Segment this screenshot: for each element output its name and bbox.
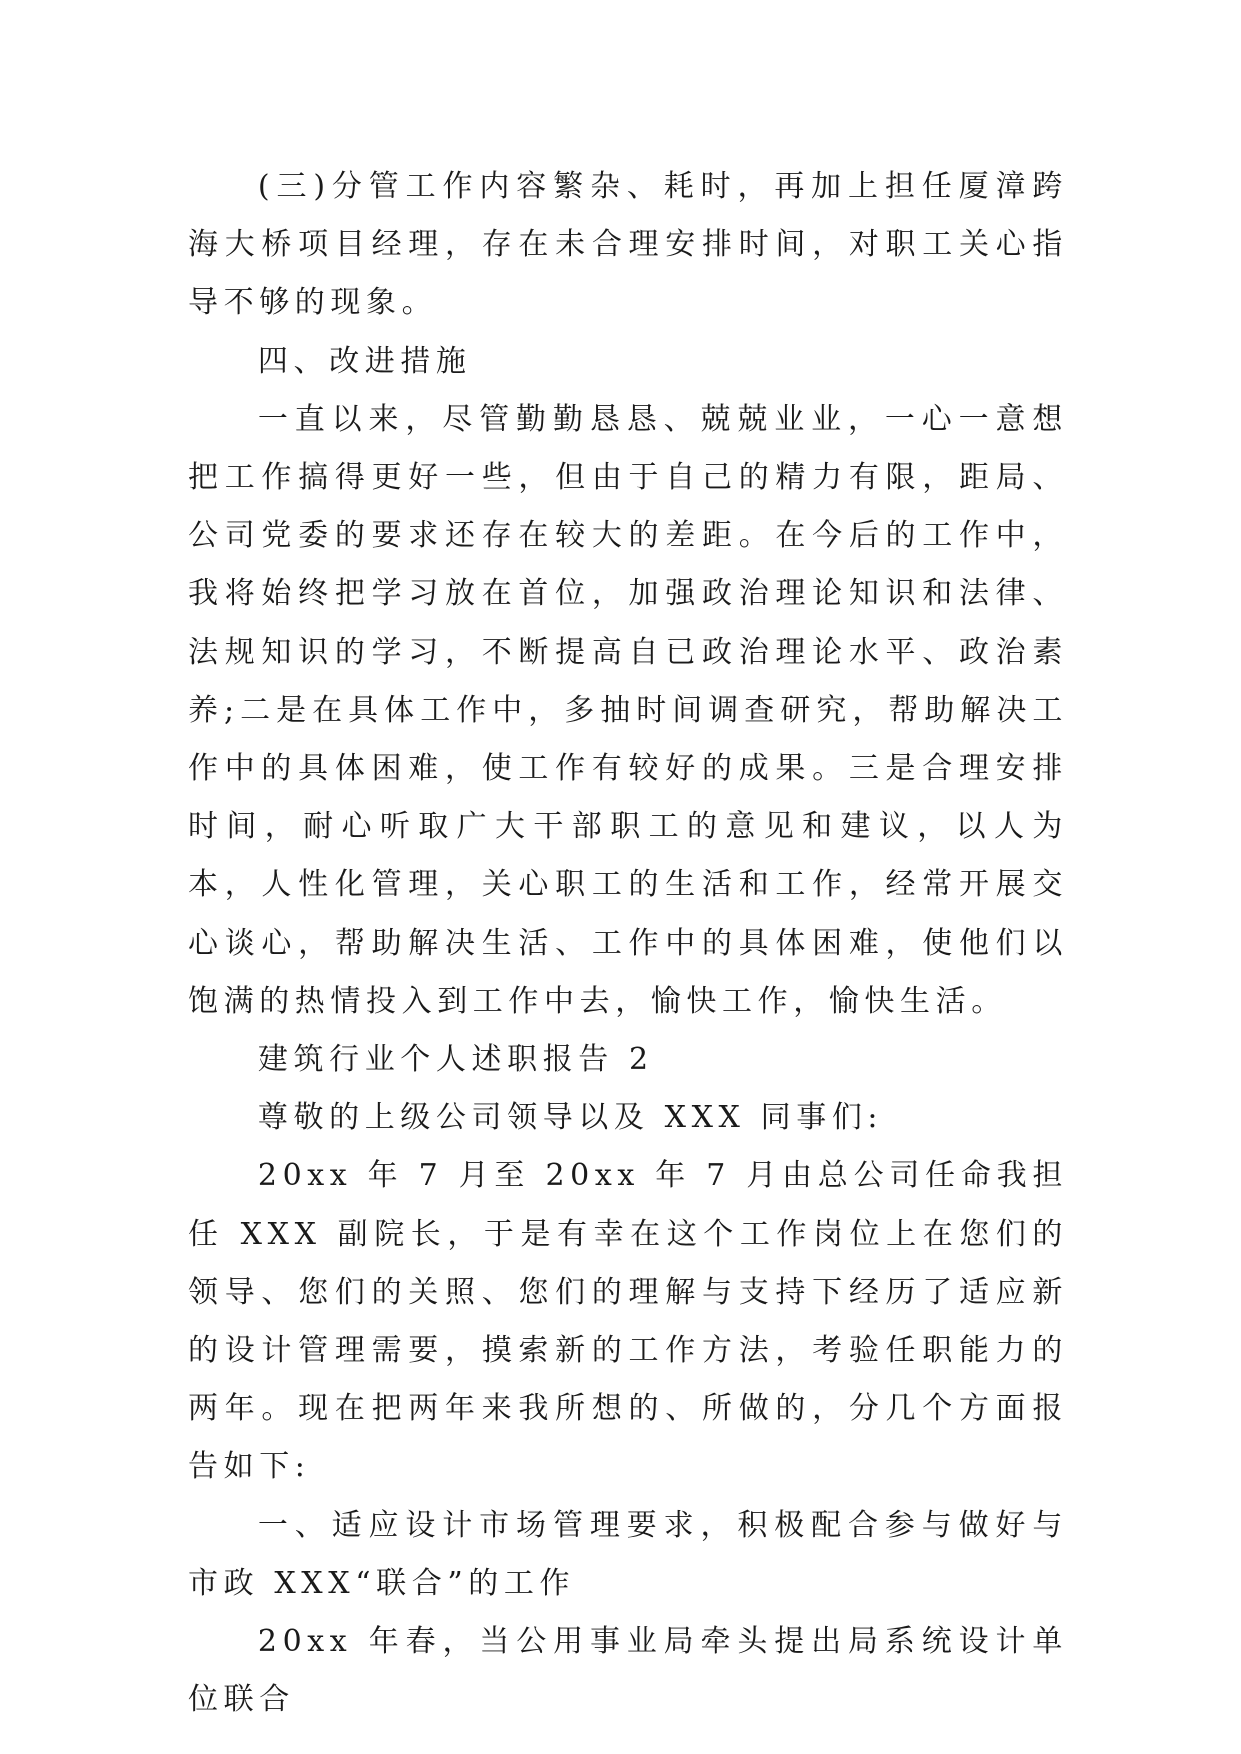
- salutation: 尊敬的上级公司领导以及 XXX 同事们:: [257, 1100, 884, 1136]
- paragraph-introduction: 20xx 年 7 月至 20xx 年 7 月由总公司任命我担任 XXX 副院长，于是有幸在这个工作岗位上在您们的领导、您们的关照、您们的理解与支持下经历了适应新的设计管理需要，摸索新的工作方法，考验任职能力的两年。现在把两年来我所想的、所做的，分几个方面报告如下:: [188, 1158, 1068, 1485]
- paragraph-spring-partial: 20xx 年春，当公用事业局牵头提出局系统设计单位联合: [188, 1624, 1068, 1718]
- section-heading-improvement-measures: 四、改进措施: [257, 343, 472, 379]
- paragraph-problem-three: (三)分管工作内容繁杂、耗时，再加上担任厦漳跨海大桥项目经理，存在未合理安排时间，对职工关心指导不够的现象。: [188, 169, 1068, 321]
- section-heading-design-market: 一、适应设计市场管理要求，积极配合参与做好与市政 XXX“联合”的工作: [188, 1507, 1068, 1601]
- document-page: [188, 158, 1068, 1729]
- report-title: 建筑行业个人述职报告 2: [257, 1042, 654, 1078]
- paragraph-improvement-body: 一直以来，尽管勤勤恳恳、兢兢业业，一心一意想把工作搞得更好一些，但由于自己的精力有限，距局、公司党委的要求还存在较大的差距。在今后的工作中，我将始终把学习放在首位，加强政治理论知识和法律、法规知识的学习，不断提高自已政治理论水平、政治素养;二是在具体工作中，多抽时间调查研究，帮助解决工作中的具体困难，使工作有较好的成果。三是合理安排时间，耐心听取广大干部职工的意见和建议，以人为本，人性化管理，关心职工的生活和工作，经常开展交心谈心，帮助解决生活、工作中的具体困难，使他们以饱满的热情投入到工作中去，愉快工作，愉快生活。: [188, 401, 1068, 1019]
